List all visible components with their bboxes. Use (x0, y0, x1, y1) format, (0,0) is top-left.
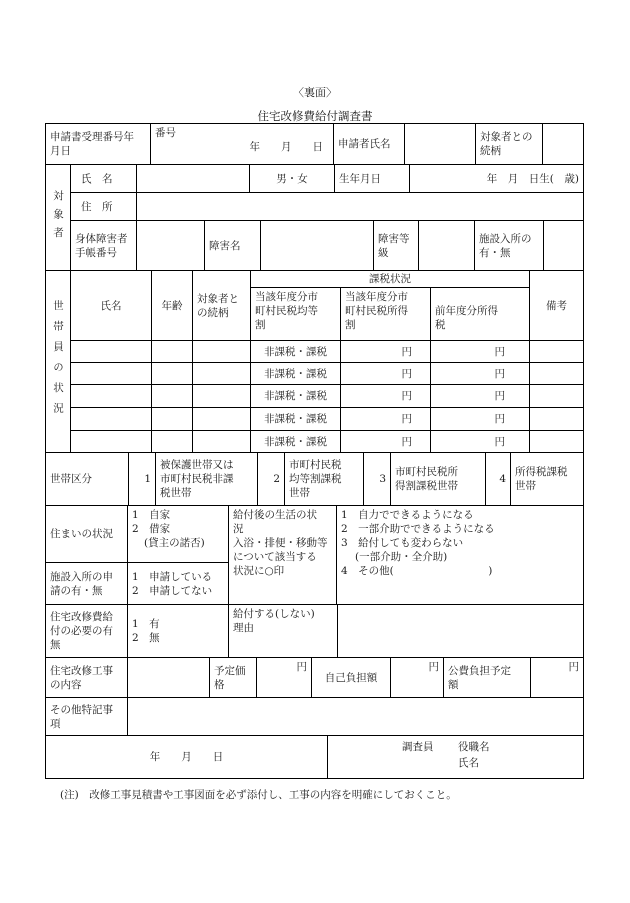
tax1-cell[interactable]: 非課税・課税 (250, 430, 341, 453)
tax-status-header: 課税状況 (250, 270, 530, 288)
remarks-header: 備考 (529, 270, 584, 341)
name-label: 氏名 (458, 757, 479, 769)
survey-form (46, 124, 584, 780)
after-benefit-options[interactable]: 1 自力でできるようになる 2 一部介助でできるようになる 3 給付しても変わらない (一部介助・全介助) 4 その他( ) (336, 505, 584, 605)
tax1-cell[interactable]: 非課税・課税 (250, 384, 341, 408)
housing-label: 住まいの状況 (45, 505, 128, 563)
household-relation-header: 対象者と の続柄 (192, 270, 251, 341)
disability-book-field[interactable] (136, 220, 205, 271)
necessity-label: 住宅改修費給 付の必要の有 無 (45, 604, 128, 658)
category-option-2[interactable]: 市町村民税 均等割課税 世帯 (284, 452, 364, 506)
investigator-label: 調査員 (402, 741, 434, 753)
household-age-cell[interactable] (151, 340, 193, 363)
receipt-number-label: 申請書受理番号年 月日 (45, 123, 151, 165)
household-side-label: 世帯員の状況 (45, 270, 71, 453)
remarks-cell[interactable] (529, 340, 584, 363)
planned-price-label: 予定価 格 (209, 657, 257, 698)
applicant-name-field[interactable] (404, 123, 476, 165)
household-name-cell[interactable] (70, 340, 152, 363)
remarks-cell[interactable] (529, 362, 584, 385)
survey-date-field[interactable]: 年 月 日 (45, 735, 328, 779)
remarks-cell[interactable] (529, 384, 584, 408)
household-relation-cell[interactable] (192, 362, 251, 385)
household-relation-cell[interactable] (192, 407, 251, 431)
receipt-number-field[interactable]: 番号 年 月 日 (150, 123, 334, 165)
other-notes-field[interactable] (127, 697, 584, 736)
facility-field[interactable] (543, 220, 584, 271)
self-pay-field[interactable]: 円 (390, 657, 444, 698)
after-benefit-label: 給付後の生活の状 況 入浴・排便・移動等 について該当する 状況に○印 (228, 505, 337, 605)
subject-side-label: 対象者 (45, 164, 71, 271)
household-age-cell[interactable] (151, 384, 193, 408)
disability-name-field[interactable] (260, 220, 374, 271)
facility-application-options[interactable]: 1 申請している 2 申請してない (127, 562, 229, 605)
household-age-cell[interactable] (151, 407, 193, 431)
tax3-cell[interactable]: 円 (430, 384, 530, 408)
remarks-cell[interactable] (529, 430, 584, 453)
subject-name-field[interactable] (136, 164, 250, 193)
disability-book-label: 身体障害者 手帳番号 (70, 220, 137, 271)
household-name-cell[interactable] (70, 407, 152, 431)
page-title: 住宅改修費給付調査書 (257, 109, 373, 123)
tax3-cell[interactable]: 円 (430, 362, 530, 385)
tax3-cell[interactable]: 円 (430, 407, 530, 431)
disability-grade-label: 障害等 級 (373, 220, 419, 271)
category-number: 2 (257, 452, 285, 506)
facility-status[interactable]: 施設入所の 有・無 (474, 220, 544, 271)
tax2-header: 当該年度分市 町村民税所得 割 (340, 287, 431, 341)
work-content-label: 住宅改修工事 の内容 (45, 657, 128, 698)
remarks-cell[interactable] (529, 407, 584, 431)
address-field[interactable] (136, 192, 584, 221)
relation-label: 対象者との 続柄 (475, 123, 543, 165)
tax1-cell[interactable]: 非課税・課税 (250, 362, 341, 385)
category-option-1[interactable]: 被保護世帯又は 市町村民税非課 税世帯 (155, 452, 258, 506)
household-name-header: 氏名 (70, 270, 152, 341)
address-label: 住 所 (70, 192, 137, 221)
self-pay-label: 自己負担額 (311, 657, 391, 698)
category-option-3[interactable]: 市町村民税所 得割課税世帯 (390, 452, 486, 506)
tax2-cell[interactable]: 円 (340, 384, 431, 408)
relation-field[interactable] (542, 123, 584, 165)
sex-options[interactable]: 男・女 (249, 164, 335, 193)
category-number: 1 (128, 452, 156, 506)
housing-options[interactable]: 1 自家 2 借家 (貸主の諾否) (127, 505, 229, 563)
tax2-cell[interactable]: 円 (340, 430, 431, 453)
tax1-header: 当該年度分市 町村民税均等 割 (250, 287, 341, 341)
tax2-cell[interactable]: 円 (340, 407, 431, 431)
applicant-name-label: 申請者氏名 (333, 123, 405, 165)
household-relation-cell[interactable] (192, 384, 251, 408)
public-burden-label: 公費負担予定 額 (443, 657, 531, 698)
planned-price-field[interactable]: 円 (256, 657, 312, 698)
birth-date-label: 生年月日 (334, 164, 410, 193)
household-age-cell[interactable] (151, 362, 193, 385)
side-label: 〈裏面〉 (293, 86, 337, 99)
household-name-cell[interactable] (70, 362, 152, 385)
household-relation-cell[interactable] (192, 430, 251, 453)
reason-field[interactable] (337, 604, 584, 658)
household-relation-cell[interactable] (192, 340, 251, 363)
tax3-cell[interactable]: 円 (430, 340, 530, 363)
disability-name-label: 障害名 (204, 220, 261, 271)
tax2-cell[interactable]: 円 (340, 340, 431, 363)
disability-grade-field[interactable] (418, 220, 475, 271)
tax1-cell[interactable]: 非課税・課税 (250, 407, 341, 431)
category-option-4[interactable]: 所得税課税 世帯 (510, 452, 584, 506)
birth-date-field[interactable]: 年 月 日生( 歳) (409, 164, 584, 193)
household-name-cell[interactable] (70, 384, 152, 408)
footnote: (注) 改修工事見積書や工事図面を必ず添付し、工事の内容を明確にしておくこと。 (60, 789, 457, 801)
category-number: 3 (363, 452, 391, 506)
household-name-cell[interactable] (70, 430, 152, 453)
other-notes-label: その他特記事 項 (45, 697, 128, 736)
tax1-cell[interactable]: 非課税・課税 (250, 340, 341, 363)
facility-application-label: 施設入所の申 請の有・無 (45, 562, 128, 605)
reason-label: 給付する(しない) 理由 (228, 604, 338, 658)
subject-name-label: 氏 名 (70, 164, 137, 193)
necessity-options[interactable]: 1 有 2 無 (127, 604, 229, 658)
tax2-cell[interactable]: 円 (340, 362, 431, 385)
investigator-block[interactable] (327, 735, 584, 779)
work-content-field[interactable] (127, 657, 210, 698)
household-age-header: 年齢 (151, 270, 193, 341)
tax3-cell[interactable]: 円 (430, 430, 530, 453)
household-age-cell[interactable] (151, 430, 193, 453)
household-category-label: 世帯区分 (45, 452, 129, 506)
category-number: 4 (485, 452, 511, 506)
position-label: 役職名 (458, 741, 490, 753)
public-burden-field[interactable]: 円 (530, 657, 584, 698)
tax3-header: 前年度分所得 税 (430, 287, 530, 341)
